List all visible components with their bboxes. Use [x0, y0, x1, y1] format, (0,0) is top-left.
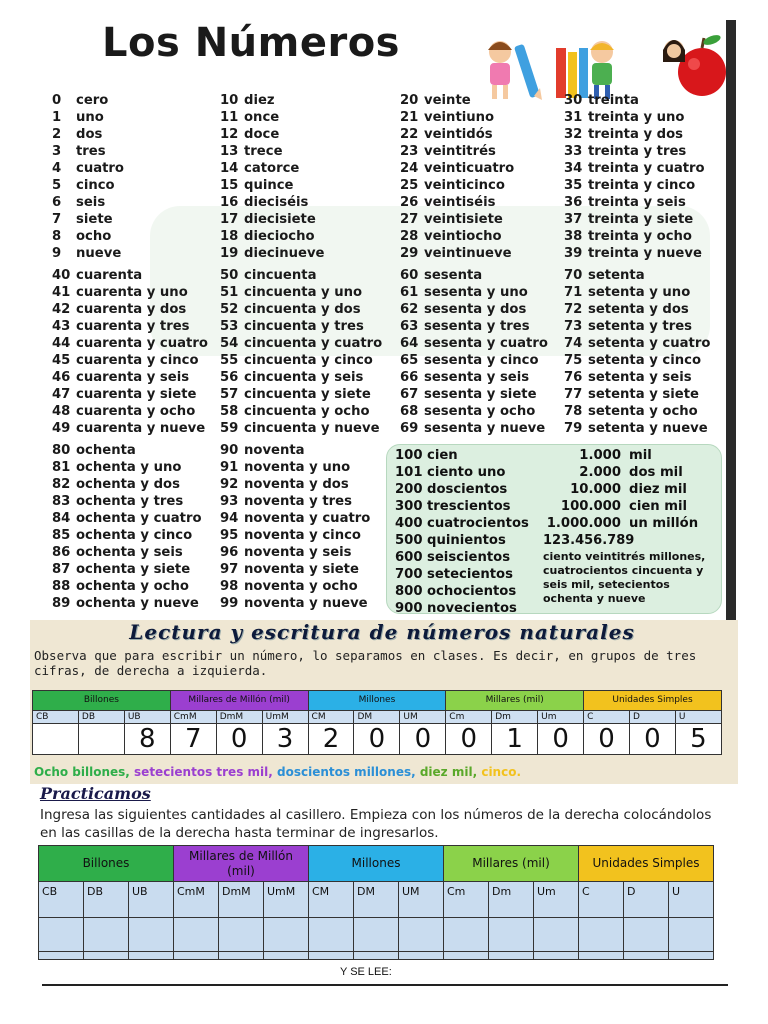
block-10-19 [220, 92, 382, 262]
group-unidades-simples: Unidades Simples [584, 691, 722, 711]
number-row: 67 sesenta y siete [400, 387, 537, 402]
answer-cell[interactable] [354, 952, 399, 960]
number-row: 98 noventa y ocho [220, 579, 358, 594]
number-row: 44 cuarenta y cuatro [52, 336, 208, 351]
number-row: 40 cuarenta [52, 268, 143, 283]
poster-shadow [726, 20, 736, 620]
answer-cell[interactable] [264, 918, 309, 952]
number-row: 20 veinte [400, 93, 471, 108]
poster-title: Los Números [102, 20, 400, 66]
digit-cell: 0 [400, 724, 446, 755]
number-row: 27 veintisiete [400, 212, 503, 227]
number-row: 14 catorce [220, 161, 300, 176]
number-row: 10.000 diez mil [570, 482, 687, 497]
number-row: 25 veinticinco [400, 178, 505, 193]
number-row: 87 ochenta y siete [52, 562, 191, 577]
answer-cell[interactable] [399, 952, 444, 960]
number-row: 36 treinta y seis [564, 195, 686, 210]
number-row: 82 ochenta y dos [52, 477, 180, 492]
lectura-intro: Observa que para escribir un número, lo separamos en clases. Es decir, en grupos de tres cifras, de derecha a izquierda. [34, 648, 697, 678]
number-row: 21 veintiuno [400, 110, 495, 125]
digit-cell [33, 724, 79, 755]
number-row: 35 treinta y cinco [564, 178, 696, 193]
number-row: 88 ochenta y ocho [52, 579, 189, 594]
answer-cell[interactable] [219, 918, 264, 952]
number-row: 31 treinta y uno [564, 110, 685, 125]
number-row: 37 treinta y siete [564, 212, 694, 227]
number-row: 76 setenta y seis [564, 370, 692, 385]
subhead-cell: CM [309, 882, 354, 918]
digit-cell: 0 [446, 724, 492, 755]
practicamos-instructions: Ingresa las siguientes cantidades al casillero. Empieza con los números de la derecha colocándolos en las casillas de la derecha hasta terminar de ingresarlos. [40, 807, 712, 841]
number-row: 65 sesenta y cinco [400, 353, 539, 368]
subhead-cell: U [675, 711, 721, 724]
answer-cell[interactable] [579, 918, 624, 952]
number-row: 96 noventa y seis [220, 545, 352, 560]
subhead-cell: DB [78, 711, 124, 724]
number-row: 23 veintitrés [400, 144, 496, 159]
answer-cell[interactable] [174, 918, 219, 952]
numbers-poster [30, 16, 734, 620]
example-number: 123.456.789 ciento veintitrés millones, cuatrocientos cincuenta y seis mil, setecientos ochenta y nueve [543, 533, 706, 605]
answer-cell[interactable] [39, 952, 84, 960]
words-part: cinco. [481, 765, 522, 779]
number-row: 60 sesenta [400, 268, 483, 283]
number-row: 73 setenta y tres [564, 319, 693, 334]
subhead-cell: DB [84, 882, 129, 918]
number-row: 5 cinco [52, 178, 115, 193]
number-row: 59 cincuenta y nueve [220, 421, 380, 436]
number-row: 30 treinta [564, 93, 639, 108]
number-row: 97 noventa y siete [220, 562, 359, 577]
number-row: 99 noventa y nueve [220, 596, 368, 611]
digit-cell: 0 [584, 724, 630, 755]
block-90-99 [220, 442, 382, 612]
block-20-29 [400, 92, 548, 262]
group-millares-de-millon: Millares de Millón (mil) [174, 846, 309, 882]
number-row: 38 treinta y ocho [564, 229, 692, 244]
number-row: 79 setenta y nueve [564, 421, 708, 436]
words-part: setecientos tres mil, [134, 765, 273, 779]
digit-cell: 0 [629, 724, 675, 755]
subhead-cell: D [629, 711, 675, 724]
answer-cell[interactable] [219, 952, 264, 960]
number-row: 13 trece [220, 144, 283, 159]
number-row: 47 cuarenta y siete [52, 387, 197, 402]
number-row: 4 cuatro [52, 161, 124, 176]
group-billones: Billones [33, 691, 171, 711]
block-70-79 [564, 267, 710, 437]
number-row: 200 doscientos [395, 482, 508, 497]
number-row: 15 quince [220, 178, 294, 193]
number-row: 800 ochocientos [395, 584, 517, 599]
poster-column-3 [400, 92, 548, 437]
digit-cell: 5 [675, 724, 721, 755]
digit-cell: 8 [124, 724, 170, 755]
digit-cell: 0 [354, 724, 400, 755]
number-row: 24 veinticuatro [400, 161, 515, 176]
number-row: 66 sesenta y seis [400, 370, 530, 385]
subhead-cell: UM [399, 882, 444, 918]
lectura-section [30, 620, 738, 784]
subhead-cell: Cm [446, 711, 492, 724]
number-row: 75 setenta y cinco [564, 353, 702, 368]
digit-cell: 7 [170, 724, 216, 755]
poster-column-4 [564, 92, 710, 437]
subhead-cell: CmM [170, 711, 216, 724]
subhead-cell: CmM [174, 882, 219, 918]
answer-cell[interactable] [174, 952, 219, 960]
subhead-cell: Dm [489, 882, 534, 918]
number-row: 77 setenta y siete [564, 387, 699, 402]
number-row: 90 noventa [220, 443, 305, 458]
hundreds-thousands-box [386, 444, 722, 614]
number-row: 29 veintinueve [400, 246, 512, 261]
block-80-89 [52, 442, 208, 612]
number-row: 43 cuarenta y tres [52, 319, 190, 334]
number-row: 1.000 mil [579, 448, 652, 463]
number-row: 68 sesenta y ocho [400, 404, 536, 419]
answer-cell[interactable] [84, 952, 129, 960]
subhead-cell: C [584, 711, 630, 724]
number-row: 22 veintidós [400, 127, 493, 142]
group-millones: Millones [309, 846, 444, 882]
number-in-words [34, 765, 521, 779]
number-row: 78 setenta y ocho [564, 404, 698, 419]
number-row: 53 cincuenta y tres [220, 319, 364, 334]
number-row: 32 treinta y dos [564, 127, 683, 142]
answer-line[interactable] [42, 984, 728, 986]
se-lee-label: Y SE LEE: [340, 966, 392, 978]
number-row: 50 cincuenta [220, 268, 317, 283]
poster-column-2 [220, 92, 382, 612]
number-row: 300 trescientos [395, 499, 511, 514]
block-50-59 [220, 267, 382, 437]
number-row: 1 uno [52, 110, 104, 125]
words-part: diez mil, [419, 765, 478, 779]
number-row: 52 cincuenta y dos [220, 302, 361, 317]
number-row: 49 cuarenta y nueve [52, 421, 206, 436]
digit-cell: 1 [492, 724, 538, 755]
answer-cell[interactable] [84, 918, 129, 952]
block-30-39 [564, 92, 710, 262]
number-row: 48 cuarenta y ocho [52, 404, 196, 419]
answer-cell[interactable] [264, 952, 309, 960]
subhead-cell: Cm [444, 882, 489, 918]
subhead-cell: U [669, 882, 714, 918]
block-0-9 [52, 92, 208, 262]
number-row: 18 dieciocho [220, 229, 315, 244]
number-row: 33 treinta y tres [564, 144, 687, 159]
number-row: 61 sesenta y uno [400, 285, 528, 300]
subhead-cell: UM [400, 711, 446, 724]
answer-cell[interactable] [669, 952, 714, 960]
answer-cell[interactable] [354, 918, 399, 952]
subhead-cell: DM [354, 711, 400, 724]
number-row: 39 treinta y nueve [564, 246, 702, 261]
number-row: 100.000 cien mil [560, 499, 688, 514]
number-row: 16 dieciséis [220, 195, 309, 210]
subhead-cell: DmM [216, 711, 262, 724]
number-row: 95 noventa y cinco [220, 528, 361, 543]
number-row: 2.000 dos mil [579, 465, 683, 480]
group-millares: Millares (mil) [446, 691, 584, 711]
digit-cell: 3 [262, 724, 308, 755]
group-billones: Billones [39, 846, 174, 882]
thousands-list [539, 447, 698, 532]
number-row: 700 setecientos [395, 567, 513, 582]
number-row: 63 sesenta y tres [400, 319, 530, 334]
number-row: 7 siete [52, 212, 113, 227]
number-row: 100 cien [395, 448, 458, 463]
number-row: 9 nueve [52, 246, 122, 261]
answer-cell[interactable] [39, 918, 84, 952]
subhead-cell: Dm [492, 711, 538, 724]
number-row: 74 setenta y cuatro [564, 336, 711, 351]
number-row: 34 treinta y cuatro [564, 161, 705, 176]
number-row: 10 diez [220, 93, 275, 108]
subhead-cell: UB [129, 882, 174, 918]
number-row: 51 cincuenta y uno [220, 285, 363, 300]
number-row: 101 ciento uno [395, 465, 506, 480]
subhead-cell: D [624, 882, 669, 918]
subhead-cell: UB [124, 711, 170, 724]
subhead-cell: C [579, 882, 624, 918]
hundreds-list [395, 447, 529, 617]
number-row: 42 cuarenta y dos [52, 302, 187, 317]
number-row: 54 cincuenta y cuatro [220, 336, 383, 351]
answer-cell[interactable] [399, 918, 444, 952]
number-row: 56 cincuenta y seis [220, 370, 364, 385]
number-row: 28 veintiocho [400, 229, 502, 244]
number-row: 72 setenta y dos [564, 302, 689, 317]
subhead-cell: CB [39, 882, 84, 918]
subhead-cell: DM [354, 882, 399, 918]
answer-cell[interactable] [444, 952, 489, 960]
number-row: 900 novecientos [395, 601, 517, 616]
words-part: doscientos millones, [277, 765, 416, 779]
number-row: 70 setenta [564, 268, 645, 283]
digit-cell: 0 [216, 724, 262, 755]
answer-cell[interactable] [534, 952, 579, 960]
answer-cell[interactable] [534, 918, 579, 952]
digit-cell: 0 [538, 724, 584, 755]
block-60-69 [400, 267, 548, 437]
number-row: 94 noventa y cuatro [220, 511, 371, 526]
answer-cell[interactable] [579, 952, 624, 960]
group-millones: Millones [308, 691, 446, 711]
group-millares-de-millon: Millares de Millón (mil) [170, 691, 308, 711]
number-row: 83 ochenta y tres [52, 494, 184, 509]
number-row: 69 sesenta y nueve [400, 421, 546, 436]
number-row: 41 cuarenta y uno [52, 285, 188, 300]
answer-cell[interactable] [129, 918, 174, 952]
subhead-cell: CB [33, 711, 79, 724]
number-row: 500 quinientos [395, 533, 506, 548]
number-row: 45 cuarenta y cinco [52, 353, 199, 368]
subhead-cell: Um [534, 882, 579, 918]
number-row: 600 seiscientos [395, 550, 511, 565]
example-place-value-table [32, 690, 722, 755]
number-row: 89 ochenta y nueve [52, 596, 199, 611]
answer-cell[interactable] [624, 918, 669, 952]
number-row: 6 seis [52, 195, 106, 210]
number-row: 93 noventa y tres [220, 494, 352, 509]
number-row: 84 ochenta y cuatro [52, 511, 202, 526]
number-row: 62 sesenta y dos [400, 302, 527, 317]
number-row: 80 ochenta [52, 443, 136, 458]
number-row: 55 cincuenta y cinco [220, 353, 373, 368]
number-row: 86 ochenta y seis [52, 545, 183, 560]
subhead-cell: UmM [264, 882, 309, 918]
digit-cell: 2 [308, 724, 354, 755]
number-row: 71 setenta y uno [564, 285, 691, 300]
practicamos-title: Practicamos [40, 784, 151, 803]
number-row: 11 once [220, 110, 280, 125]
digit-cell [78, 724, 124, 755]
subhead-cell: Um [538, 711, 584, 724]
number-row: 92 noventa y dos [220, 477, 349, 492]
number-row: 2 dos [52, 127, 103, 142]
answer-cell[interactable] [309, 952, 354, 960]
teacher-apple-icon [658, 28, 730, 100]
number-row: 8 ocho [52, 229, 112, 244]
answer-cell[interactable] [624, 952, 669, 960]
subhead-cell: DmM [219, 882, 264, 918]
practice-place-value-table [38, 845, 714, 960]
number-row: 85 ochenta y cinco [52, 528, 193, 543]
number-row: 19 diecinueve [220, 246, 325, 261]
lectura-title: Lectura y escritura de números naturales [129, 620, 635, 644]
practicamos-section [30, 784, 738, 844]
answer-cell[interactable] [444, 918, 489, 952]
number-row: 1.000.000 un millón [546, 516, 699, 531]
number-row: 91 noventa y uno [220, 460, 351, 475]
number-row: 64 sesenta y cuatro [400, 336, 548, 351]
subhead-cell: UmM [262, 711, 308, 724]
answer-cell[interactable] [669, 918, 714, 952]
answer-cell[interactable] [129, 952, 174, 960]
number-row: 26 veintiséis [400, 195, 496, 210]
number-row: 58 cincuenta y ocho [220, 404, 370, 419]
number-row: 0 cero [52, 93, 109, 108]
block-40-49 [52, 267, 208, 437]
number-row: 12 doce [220, 127, 280, 142]
number-row: 57 cincuenta y siete [220, 387, 371, 402]
poster-column-1 [52, 92, 208, 612]
group-millares: Millares (mil) [444, 846, 579, 882]
group-unidades-simples: Unidades Simples [579, 846, 714, 882]
number-row: 46 cuarenta y seis [52, 370, 190, 385]
number-row: 17 diecisiete [220, 212, 316, 227]
answer-cell[interactable] [489, 918, 534, 952]
words-part: Ocho billones, [34, 765, 130, 779]
number-row: 3 tres [52, 144, 106, 159]
subhead-cell: CM [308, 711, 354, 724]
number-row: 81 ochenta y uno [52, 460, 182, 475]
answer-cell[interactable] [489, 952, 534, 960]
answer-cell[interactable] [309, 918, 354, 952]
number-row: 400 cuatrocientos [395, 516, 529, 531]
